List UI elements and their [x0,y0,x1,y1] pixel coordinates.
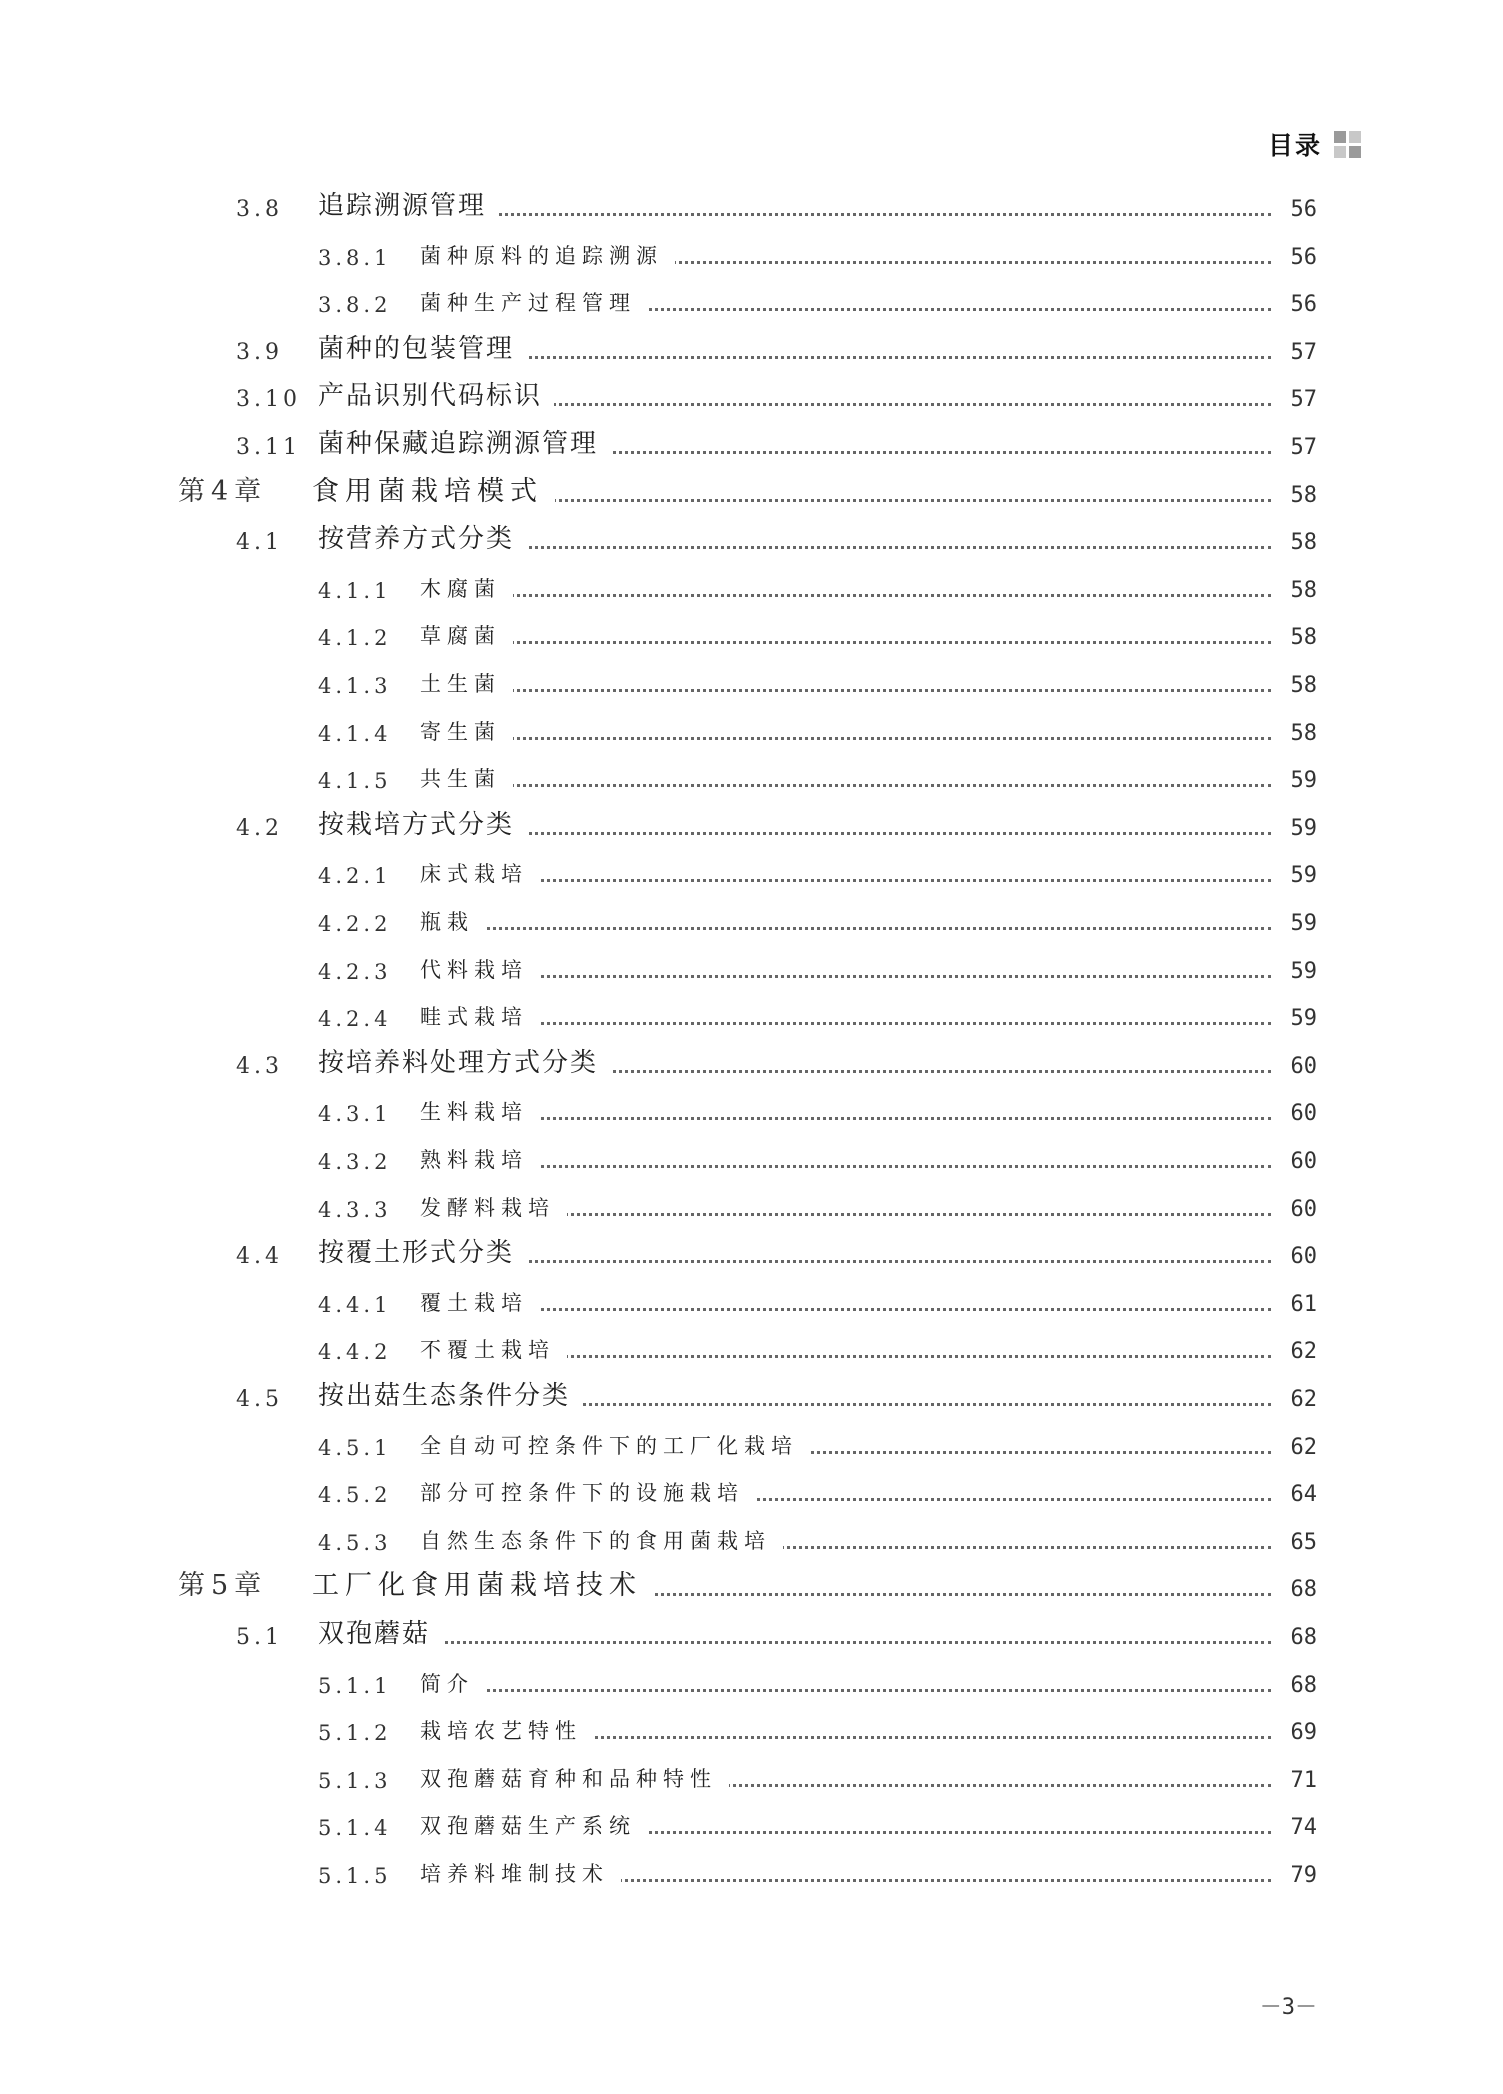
dot-leader [420,975,1271,978]
toc-entry-title: 床式栽培 [420,858,540,888]
toc-entry-title: 代料栽培 [420,954,540,984]
toc-entry-title: 木腐菌 [420,573,513,603]
toc-entry-page: 58 [1271,483,1317,508]
toc-entry-number: 4.2 [236,815,283,841]
dot-leader [420,1165,1271,1168]
toc-entry-number: 第5章 [178,1570,268,1602]
dot-leader [420,1117,1271,1120]
toc-entry-page: 58 [1271,530,1317,555]
toc-entry[interactable] [0,1856,1503,1892]
toc-entry-page: 69 [1271,1720,1317,1745]
toc-entry-page: 60 [1271,1054,1317,1079]
toc-entry-number: 4.3.3 [318,1197,392,1222]
toc-entry[interactable] [0,1237,1503,1273]
toc-entry[interactable] [0,1523,1503,1559]
toc-entry-number: 4.3 [236,1053,283,1079]
toc-entry-page: 61 [1271,1292,1317,1317]
toc-entry[interactable] [0,856,1503,892]
toc-entry-number: 第4章 [178,475,268,507]
toc-entry-number: 5.1 [236,1625,283,1650]
toc-entry-title: 按出菇生态条件分类 [318,1375,582,1412]
toc-entry-number: 5.1.5 [318,1864,392,1888]
toc-entry-page: 56 [1271,245,1317,270]
toc-entry-title: 瓶栽 [420,906,486,936]
dot-leader [420,1022,1271,1025]
toc-entry-number: 4.1.1 [318,578,392,603]
toc-entry-page: 57 [1271,340,1317,365]
toc-entry[interactable] [0,666,1503,702]
toc-entry-title: 寄生菌 [420,716,513,746]
toc-entry-number: 4.1.5 [318,769,392,794]
page-number: －3－ [1259,1995,1317,2020]
toc-entry-number: 3.11 [236,435,301,460]
toc-entry-number: 5.1.1 [318,1673,392,1698]
toc-entry[interactable] [0,1380,1503,1416]
toc-entry-number: 4.1.3 [318,674,392,698]
toc-entry-page: 58 [1271,673,1317,698]
toc-entry-title: 菌种生产过程管理 [420,287,648,317]
toc-entry-number: 4.5.3 [318,1530,392,1555]
toc-entry[interactable] [0,1666,1503,1702]
toc-entry-title: 生料栽培 [420,1096,540,1126]
toc-entry-number: 4.1.2 [318,626,392,651]
toc-entry-number: 4.2.1 [318,864,392,889]
toc-entry-title: 自然生态条件下的食用菌栽培 [420,1525,783,1555]
toc-entry-title: 产品识别代码标识 [318,375,554,412]
dot-leader [420,879,1271,882]
toc-entry-title: 覆土栽培 [420,1287,540,1317]
toc-entry-number: 4.1.4 [318,721,392,746]
toc-entry-number: 4.4 [236,1244,283,1270]
dot-leader [420,1308,1271,1311]
toc-entry-page: 57 [1271,387,1317,412]
toc-entry[interactable] [0,952,1503,988]
toc-entry-title: 菌种保藏追踪溯源管理 [318,423,610,460]
toc-entry-title: 按培养料处理方式分类 [318,1042,610,1079]
toc-entry[interactable] [0,1285,1503,1321]
toc-entry-number: 5.1.3 [318,1768,392,1793]
toc-entry-page: 60 [1271,1244,1317,1269]
toc-entry-number: 5.1.2 [318,1721,392,1746]
toc-entry-number: 4.3.2 [318,1150,392,1174]
toc-entry-page: 59 [1271,816,1317,841]
toc-entry-page: 60 [1271,1197,1317,1222]
toc-entry-title: 按覆土形式分类 [318,1232,526,1269]
toc-entry-number: 3.8.1 [318,245,392,270]
toc-entry-title: 全自动可控条件下的工厂化栽培 [420,1430,810,1460]
dot-leader [420,1689,1271,1692]
toc-entry[interactable] [0,238,1503,274]
toc-entry-number: 4.1 [236,530,283,556]
toc-entry-page: 58 [1271,721,1317,746]
toc-entry-page: 57 [1271,435,1317,460]
toc-entry[interactable] [0,428,1503,464]
toc-entry-page: 71 [1271,1768,1317,1793]
toc-entry[interactable] [0,1047,1503,1083]
toc-entry-page: 56 [1271,292,1317,317]
toc-entry[interactable] [0,809,1503,845]
toc-entry-number: 4.3.1 [318,1102,392,1127]
grid-squares-icon [1334,131,1361,158]
toc-entry-title: 菌种的包装管理 [318,328,526,365]
toc-entry[interactable] [0,1428,1503,1464]
toc-entry-page: 68 [1271,1577,1317,1602]
toc-entry-page: 68 [1271,1625,1317,1650]
toc-entry-page: 79 [1271,1863,1317,1888]
toc-entry[interactable] [0,1713,1503,1749]
toc-entry-title: 按营养方式分类 [318,518,526,555]
toc-entry[interactable] [0,190,1503,226]
toc-entry[interactable] [0,761,1503,797]
toc-entry-number: 3.9 [236,339,283,365]
dot-leader [420,784,1271,787]
toc-entry-number: 4.5.2 [318,1483,392,1508]
toc-entry-title: 简介 [420,1668,486,1698]
toc-entry[interactable] [0,1808,1503,1844]
toc-entry[interactable] [0,1618,1503,1654]
toc-entry-page: 58 [1271,578,1317,603]
toc-entry[interactable] [0,1094,1503,1130]
toc-entry-number: 4.2.2 [318,912,392,936]
toc-entry-page: 74 [1271,1815,1317,1840]
toc-entry-page: 62 [1271,1339,1317,1364]
dot-leader [318,1641,1271,1644]
toc-entry-title: 不覆土栽培 [420,1334,567,1364]
toc-entry-title: 食用菌栽培模式 [312,469,555,508]
toc-entry[interactable] [0,380,1503,416]
toc-entry[interactable] [0,1761,1503,1797]
toc-entry-page: 59 [1271,959,1317,984]
toc-entry-page: 68 [1271,1673,1317,1698]
toc-entry-title: 双孢蘑菇育种和品种特性 [420,1763,729,1793]
toc-entry[interactable] [0,285,1503,321]
toc-entry-page: 60 [1271,1101,1317,1126]
toc-entry-title: 畦式栽培 [420,1001,540,1031]
toc-entry-page: 59 [1271,863,1317,888]
toc-entry-title: 追踪溯源管理 [318,185,498,222]
toc-entry-title: 按栽培方式分类 [318,804,526,841]
toc-entry-title: 发酵料栽培 [420,1192,567,1222]
toc-entry-number: 4.4.2 [318,1340,392,1365]
toc-entry-page: 56 [1271,197,1317,222]
toc-entry[interactable] [0,1332,1503,1368]
toc-entry[interactable] [0,1142,1503,1178]
toc-entry[interactable] [0,1475,1503,1511]
dot-leader [420,641,1271,644]
dot-leader [420,927,1271,930]
toc-entry[interactable] [0,904,1503,940]
toc-entry-number: 4.2.3 [318,959,392,984]
toc-entry-number: 3.8 [236,197,283,222]
toc-entry-title: 培养料堆制技术 [420,1858,621,1888]
toc-entry-title: 熟料栽培 [420,1144,540,1174]
toc-entry[interactable] [0,1190,1503,1226]
toc-entry-title: 共生菌 [420,763,513,793]
toc-entry[interactable] [0,476,1503,512]
header-title: 目录 [1267,131,1322,160]
toc-entry-number: 3.8.2 [318,293,392,318]
toc-entry-number: 4.5 [236,1387,283,1412]
toc-entry[interactable] [0,333,1503,369]
page-header [1268,126,1361,162]
toc-entry-page: 60 [1271,1149,1317,1174]
toc-entry-page: 62 [1271,1435,1317,1460]
dot-leader [420,689,1271,692]
toc-entry-title: 栽培农艺特性 [420,1715,594,1745]
toc-entry-page: 58 [1271,625,1317,650]
toc-entry-page: 65 [1271,1530,1317,1555]
toc-entry-title: 部分可控条件下的设施栽培 [420,1477,756,1507]
toc-entry[interactable] [0,714,1503,750]
toc-entry-title: 工厂化食用菌栽培技术 [312,1563,654,1602]
toc-entry-title: 菌种原料的追踪溯源 [420,240,675,270]
toc-entry-number: 4.5.1 [318,1435,392,1460]
dot-leader [420,737,1271,740]
toc-entry-number: 4.2.4 [318,1007,392,1032]
toc-entry[interactable] [0,523,1503,559]
toc-entry-title: 双孢蘑菇生产系统 [420,1810,648,1840]
toc-entry-number: 3.10 [236,387,301,413]
toc-entry-page: 59 [1271,1006,1317,1031]
dot-leader [420,594,1271,597]
toc-entry-title: 土生菌 [420,668,513,698]
toc-entry-page: 64 [1271,1482,1317,1507]
toc-entry-title: 双孢蘑菇 [318,1613,442,1650]
toc-entry-number: 4.4.1 [318,1292,392,1317]
toc-entry-page: 59 [1271,768,1317,793]
toc-entry-title: 草腐菌 [420,620,513,650]
toc-entry[interactable] [0,999,1503,1035]
toc-entry-number: 5.1.4 [318,1816,392,1841]
toc-entry[interactable] [0,618,1503,654]
toc-entry[interactable] [0,571,1503,607]
toc-entry-page: 59 [1271,911,1317,936]
toc-entry[interactable] [0,1570,1503,1606]
toc-entry-page: 62 [1271,1387,1317,1412]
